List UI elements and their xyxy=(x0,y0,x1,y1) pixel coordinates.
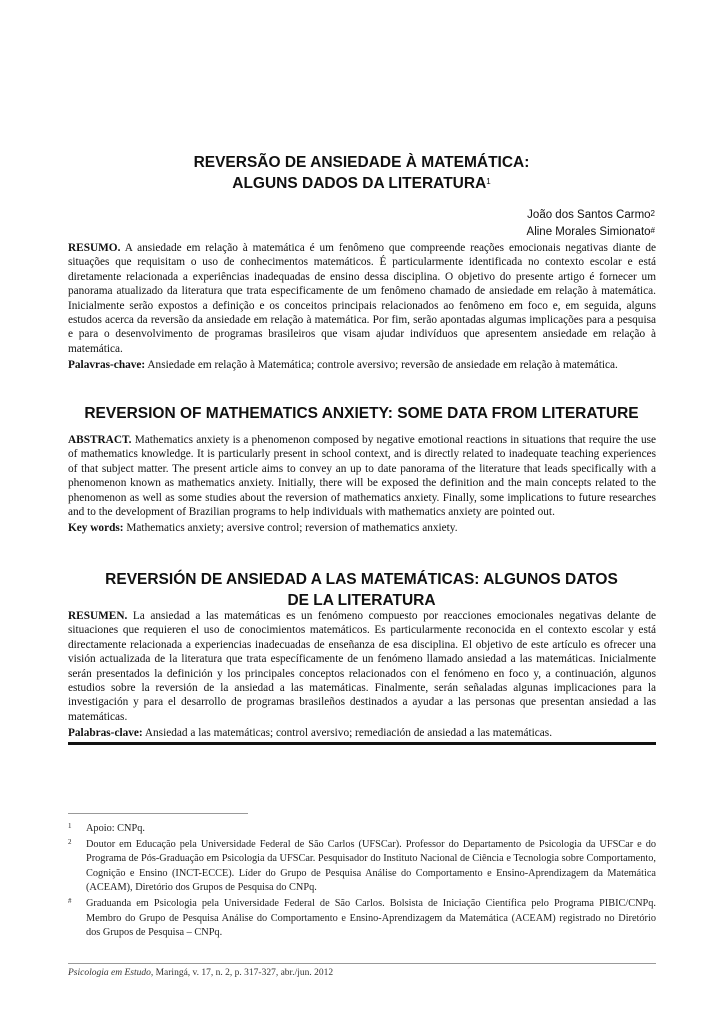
article-title-portuguese xyxy=(0,152,723,194)
resumen-abstract xyxy=(68,609,656,741)
resumo-text: RESUMO. A ansiedade em relação à matemática é um fenômeno que compreende reações emocionais negativas diante de situações que requisitam o uso de conhecimentos matemáticos. É particularmente identificada no contexto escolar e está diretamente relacionada a experiências inadequadas de ensino dessa disciplina. O objetivo do presente artigo é fornecer um panorama atualizado da literatura que trata especificamente de um fenômeno chamado de ansiedade em relação à matemática. Inicialmente serão expostos a definição e os conceitos principais relacionados ao fenômeno em foco e, em seguida, alguns estudos acerca da reversão da ansiedade em relação à matemática. Por fim, serão apontadas algumas implicações para a pesquisa e para o desenvolvimento de programas brasileiros que visam ajudar indivíduos que apresentem ansiedade em relação à matemática. xyxy=(68,242,656,355)
author-2: Aline Morales Simionato# xyxy=(526,226,655,238)
resumo-abstract xyxy=(68,241,656,373)
footnotes xyxy=(68,822,656,942)
article-title-spanish: REVERSIÓN DE ANSIEDAD A LAS MATEMÁTICAS: ALGUNOS DATOS DE LA LITERATURA xyxy=(105,571,618,609)
footnote-divider xyxy=(68,813,248,814)
resumen-label: RESUMEN. xyxy=(68,610,128,622)
authors-block xyxy=(527,207,655,241)
footnote-3: # Graduanda em Psicologia pela Universidade Federal de São Carlos. Bolsista de Iniciação Científica pelo Programa PIBIC/CNPq. Membro do Grupo de Pesquisa Análise do Comportamento e Ensino-Aprendizagem da Matemática (ACEAM) registrado no Diretório dos Grupos de Pesquisa – CNPq. xyxy=(68,896,656,939)
abstract-label: ABSTRACT. xyxy=(68,434,132,446)
footnote-1: 1 Apoio: CNPq. xyxy=(68,822,145,834)
resumen-keywords: Palabras-clave: Ansiedad a las matemáticas; control aversivo; remediación de ansiedad a las matemáticas. xyxy=(68,727,553,740)
title-line-1: REVERSÃO DE ANSIEDADE À MATEMÁTICA: xyxy=(193,154,530,171)
abstract-text: ABSTRACT. Mathematics anxiety is a phenomenon composed by negative emotional reactions in situations that require the use of mathematics knowledge. It is particularly present in school context, and is directly related to inadequate teaching experiences of that subject matter. The present article aims to convey an up to date panorama of the literature that leads specifically with a phenomenon known as mathematics anxiety. Initially, there will be exposed the definition and the main concepts related to the phenomenon as well as some studies about the reversion of mathematics anxiety. Finally, some implications to future researches and to the development of Brazilian programs to help individuals with mathematics anxiety are pointed out. xyxy=(68,434,656,519)
footnote-mark: 1 xyxy=(486,177,491,186)
resumen-text: RESUMEN. La ansiedad a las matemáticas es un fenómeno compuesto por reacciones emocionales negativas delante de situaciones que requieren el uso de conocimientos matemáticos. Es particularmente reconocida en el contexto escolar y está directamente relacionada a experiencias inadecuadas de enseñanza de esa disciplina. El objetivo de este artículo es ofrecer una visión actualizada de la literatura que trata específicamente de un fenómeno llamado ansiedad a las matemáticas. Inicialmente serán presentados la definición y los principales conceptos relacionados con el fenómeno en foco y, a continuación, algunos estudios sobre la reversión de la ansiedad a las matemáticas. Finalmente, serán señaladas algunas implicaciones para la investigación y para el desarrollo de programas brasileños destinados a ayudar a las personas que presentan ansiedad a las matemáticas. xyxy=(68,610,656,723)
abstract-keywords: Key words: Mathematics anxiety; aversive control; reversion of mathematics anxiety. xyxy=(68,522,458,535)
title-line-2: ALGUNS DADOS DA LITERATURA$^1$ xyxy=(232,175,491,192)
section-divider xyxy=(68,742,656,745)
footer-divider xyxy=(68,963,656,964)
resumo-keywords: Palavras-chave: Ansiedade em relação à Matemática; controle aversivo; reversão de ansiedade em relação à matemática. xyxy=(68,359,618,372)
english-abstract xyxy=(68,433,656,536)
resumo-label: RESUMO. xyxy=(68,242,121,254)
article-title-english: REVERSION OF MATHEMATICS ANXIETY: SOME DATA FROM LITERATURE xyxy=(84,405,639,422)
footnote-2: 2 Doutor em Educação pela Universidade Federal de São Carlos (UFSCar). Professor do Departamento de Psicologia da UFSCar e do Programa de Pós-Graduação em Psicologia da UFSCar. Pesquisador do Instituto Nacional de Ciência e Tecnologia sobre Comportamento, Cognição e Ensino (INCT-ECCE). Líder do Grupo de Pesquisa Análise do Comportamento e Ensino-Aprendizagem da Matemática (ACEAM), Diretório dos Grupos de Pesquisa do CNPq. xyxy=(68,837,656,894)
author-1: João dos Santos Carmo$^2$ xyxy=(527,209,655,221)
journal-citation: Psicologia em Estudo, Maringá, v. 17, n. 2, p. 317-327, abr./jun. 2012 xyxy=(68,968,334,978)
